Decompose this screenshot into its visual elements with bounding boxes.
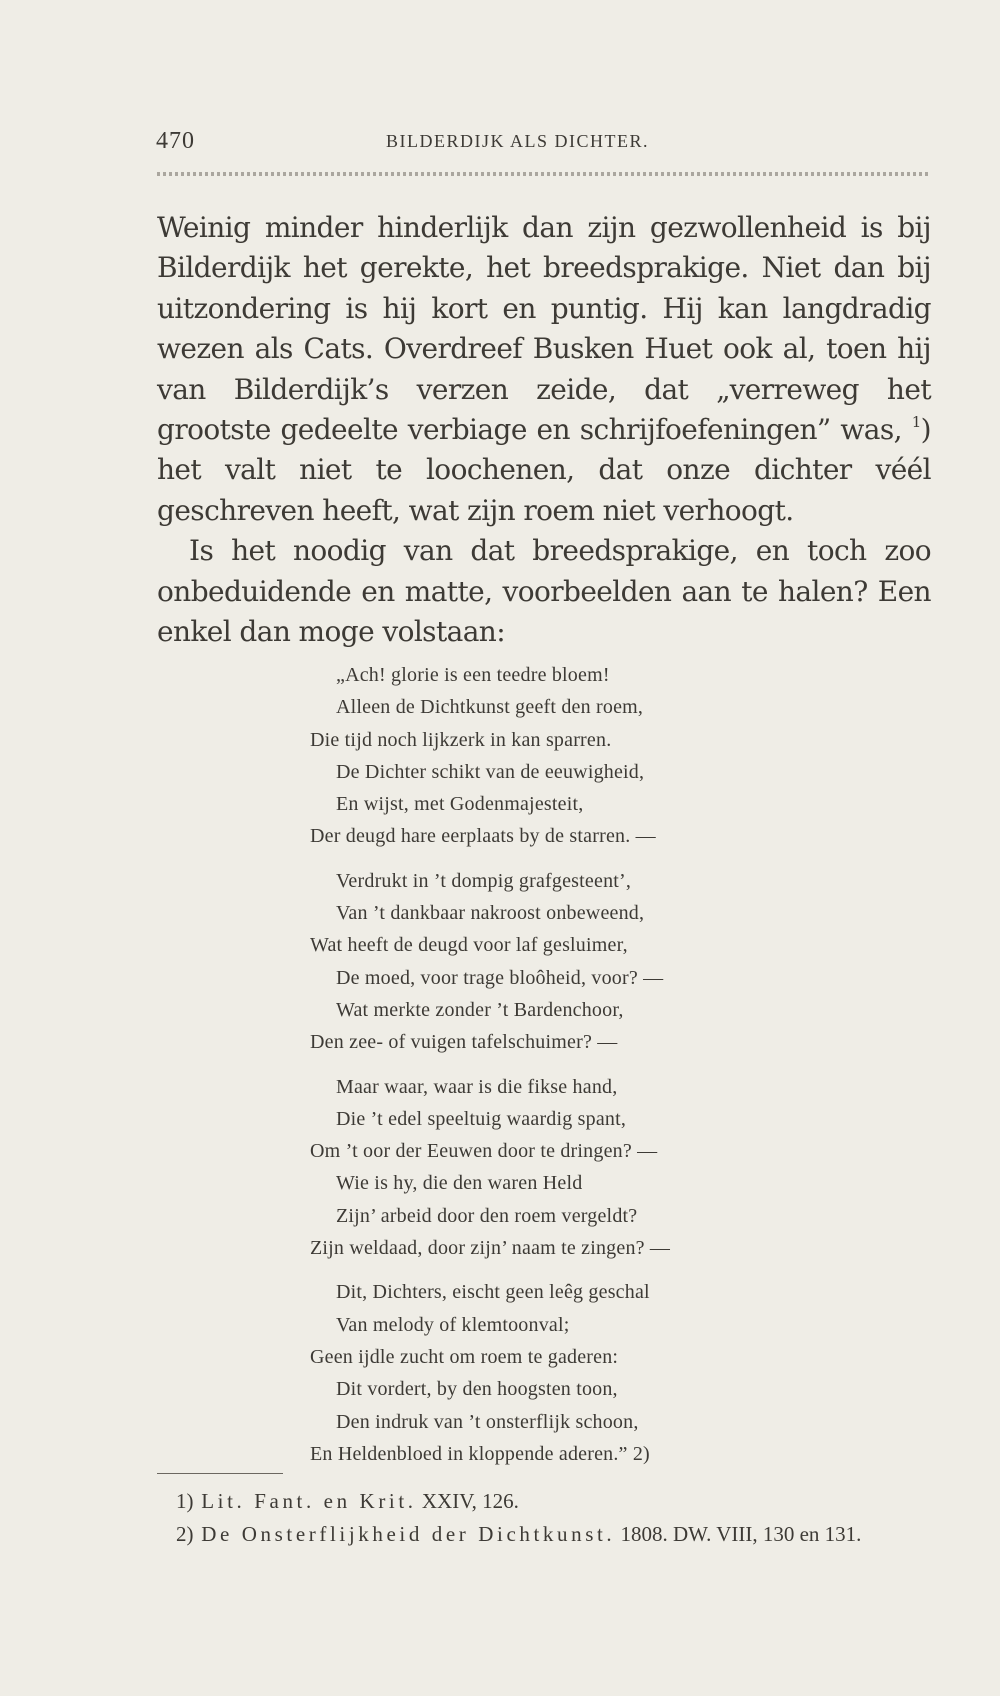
footnote-marker: 1)	[176, 1489, 194, 1513]
poem-line: Wat merkte zonder ’t Bardenchoor,	[336, 998, 624, 1021]
footnotes	[176, 1485, 936, 1551]
poem-line: Dit vordert, by den hoogsten toon,	[336, 1378, 618, 1401]
poem-line: Die tijd noch lijkzerk in kan sparren.	[310, 728, 612, 751]
paragraph-text: ) het valt niet te loochenen, dat onze dichter véél geschreven heeft, wat zijn roem niet verhoogt.	[157, 413, 931, 527]
paragraph	[157, 208, 931, 531]
poem-line: Alleen de Dichtkunst geeft den roem,	[336, 696, 644, 719]
poem-line: De moed, voor trage bloôheid, voor? —	[336, 966, 664, 989]
poem-line: Wie is hy, die den waren Held	[336, 1172, 583, 1195]
poem-line: Dit, Dichters, eischt geen leêg geschal	[336, 1281, 650, 1304]
paragraph-text: Weinig minder hinderlijk dan zijn gezwollenheid is bij Bilderdijk het gerekte, het breedsprakige. Niet dan bij uitzondering is hij kort en puntig. Hij kan langdradig wezen als Cats. Overdreef Busken Huet ook al, toen hij van Bilderdijk’s verzen zeide, dat „verreweg het grootste gedeelte verbiage en schrijfoefeningen” was,	[157, 211, 931, 447]
footnote-citation: XXIV, 126.	[421, 1489, 519, 1513]
poem-line: Van melody of klemtoonval;	[336, 1313, 570, 1336]
poem-line: „Ach! glorie is een teedre bloem!	[336, 664, 610, 686]
poem-line: Om ’t oor der Eeuwen door te dringen? —	[310, 1140, 658, 1163]
poem-line: Zijn’ arbeid door den roem vergeldt?	[336, 1204, 638, 1227]
footnote-source-title: De Onsterflijkheid der Dichtkunst.	[201, 1522, 616, 1546]
running-title: BILDERDIJK ALS DICHTER.	[386, 131, 649, 151]
footnote-marker: 2)	[176, 1522, 194, 1546]
footnote-rule	[157, 1473, 283, 1474]
page-number: 470	[156, 128, 195, 154]
poem-line: Die ’t edel speeltuig waardig spant,	[336, 1107, 627, 1130]
poem-line: Van ’t dankbaar nakroost onbeweend,	[336, 902, 645, 925]
poem-line: Geen ijdle zucht om roem te gaderen:	[310, 1345, 619, 1368]
page-header	[156, 128, 930, 164]
body-text	[157, 208, 931, 652]
poem-line: Wat heeft de deugd voor laf gesluimer,	[310, 934, 628, 957]
poem-line: De Dichter schikt van de eeuwigheid,	[336, 760, 645, 783]
poem-stanza	[310, 1276, 870, 1470]
header-rule	[157, 172, 930, 176]
poem-line: Maar waar, waar is die fikse hand,	[336, 1075, 618, 1098]
paragraph: Is het noodig van dat breedsprakige, en toch zoo onbeduidende en matte, voorbeelden aan te halen? Een enkel dan moge volstaan:	[157, 534, 931, 649]
poem-line: Verdrukt in ’t dompig grafgesteent’,	[336, 869, 632, 892]
poem-line: En Heldenbloed in kloppende aderen.” 2)	[310, 1442, 650, 1465]
footnote-reference[interactable]: 1	[911, 413, 921, 432]
footnote-source-title: Lit. Fant. en Krit.	[201, 1489, 417, 1513]
poem-line: Den zee- of vuigen tafelschuimer? —	[310, 1031, 618, 1054]
poem-line: Zijn weldaad, door zijn’ naam te zingen? —	[310, 1237, 671, 1260]
footnote	[176, 1518, 936, 1551]
poem-line: Den indruk van ’t onsterflijk schoon,	[336, 1410, 639, 1433]
poem-line: En wijst, met Godenmajesteit,	[336, 793, 584, 816]
poem-stanza	[310, 1071, 870, 1265]
poem-stanza	[310, 865, 870, 1059]
poem-stanza	[310, 659, 870, 853]
poem	[310, 659, 870, 1482]
footnote	[176, 1485, 936, 1518]
footnote-citation: 1808. DW. VIII, 130 en 131.	[620, 1522, 862, 1546]
poem-line: Der deugd hare eerplaats by de starren. —	[310, 825, 656, 848]
